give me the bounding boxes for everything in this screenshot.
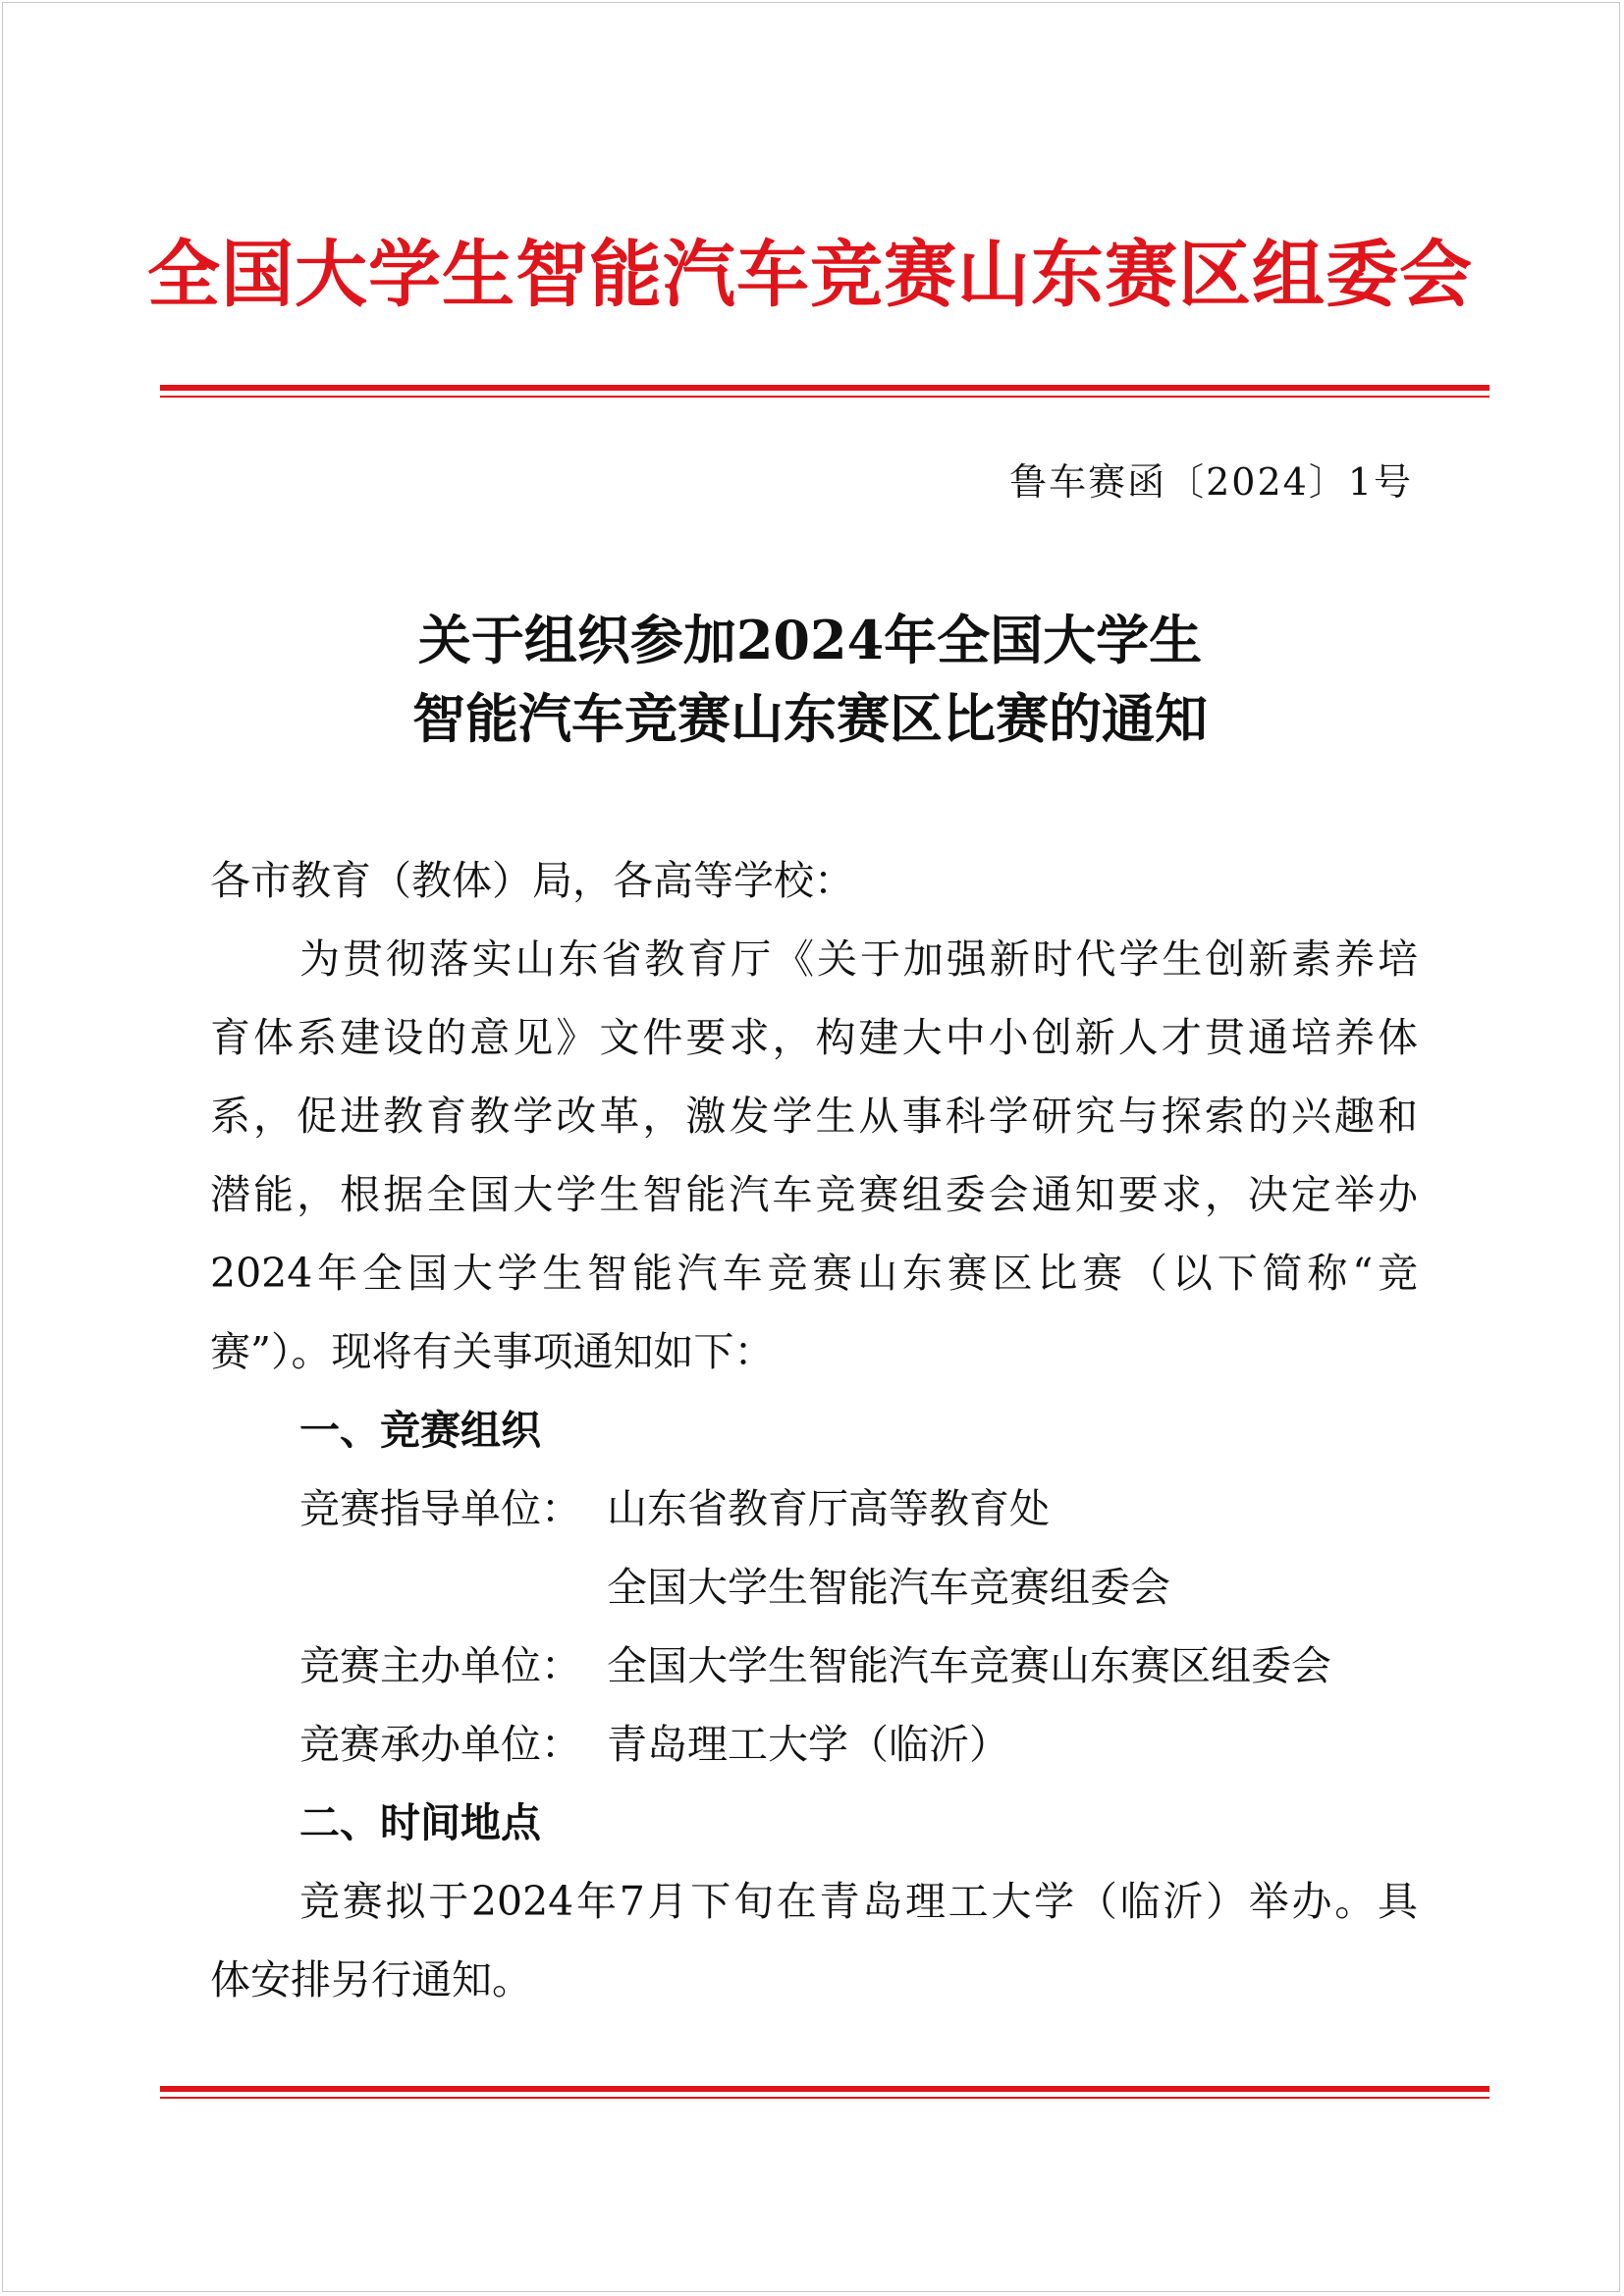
organizer-unit-label: 竞赛承办单位： [299, 1721, 581, 1768]
document-number: 鲁车赛函〔2024〕1号 [1009, 460, 1413, 504]
document-title-line-2: 智能汽车竞赛山东赛区比赛的通知 [412, 687, 1208, 750]
guide-unit-value: 山东省教育厅高等教育处 [607, 1485, 1050, 1532]
document-title-line-1: 关于组织参加2024年全国大学生 [417, 609, 1203, 671]
footer-rule-thick [160, 2086, 1489, 2092]
salutation: 各市教育（教体）局，各高等学校： [210, 857, 854, 904]
host-unit-label: 竞赛主办单位： [299, 1642, 581, 1689]
footer-rule-thin [160, 2097, 1489, 2099]
section-heading-organization: 一、竞赛组织 [299, 1407, 541, 1454]
intro-line: 为贯彻落实山东省教育厅《关于加强新时代学生创新素养培 [299, 935, 1418, 983]
intro-line: 2024年全国大学生智能汽车竞赛山东赛区比赛（以下简称“竞 [210, 1250, 1418, 1297]
intro-line: 潜能，根据全国大学生智能汽车竞赛组委会通知要求，决定举办 [210, 1171, 1418, 1218]
letterhead-rule-thick [160, 385, 1489, 391]
letterhead-rule-thin [160, 396, 1489, 398]
guide-unit-label: 竞赛指导单位： [299, 1485, 581, 1532]
intro-line: 系，促进教育教学改革，激发学生从事科学研究与探索的兴趣和 [210, 1093, 1418, 1140]
time-place-line: 竞赛拟于2024年7月下旬在青岛理工大学（临沂）举办。具 [299, 1878, 1418, 1925]
guide-unit-value: 全国大学生智能汽车竞赛组委会 [607, 1564, 1170, 1611]
organizer-unit-value: 青岛理工大学（临沂） [607, 1721, 1009, 1768]
intro-line: 赛”）。现将有关事项通知如下： [210, 1328, 775, 1375]
time-place-line: 体安排另行通知。 [210, 1956, 532, 2003]
section-heading-time-place: 二、时间地点 [299, 1799, 541, 1846]
intro-line: 育体系建设的意见》文件要求，构建大中小创新人才贯通培养体 [210, 1014, 1418, 1061]
letterhead-title: 全国大学生智能汽车竞赛山东赛区组委会 [147, 233, 1473, 317]
host-unit-value: 全国大学生智能汽车竞赛山东赛区组委会 [607, 1642, 1331, 1689]
